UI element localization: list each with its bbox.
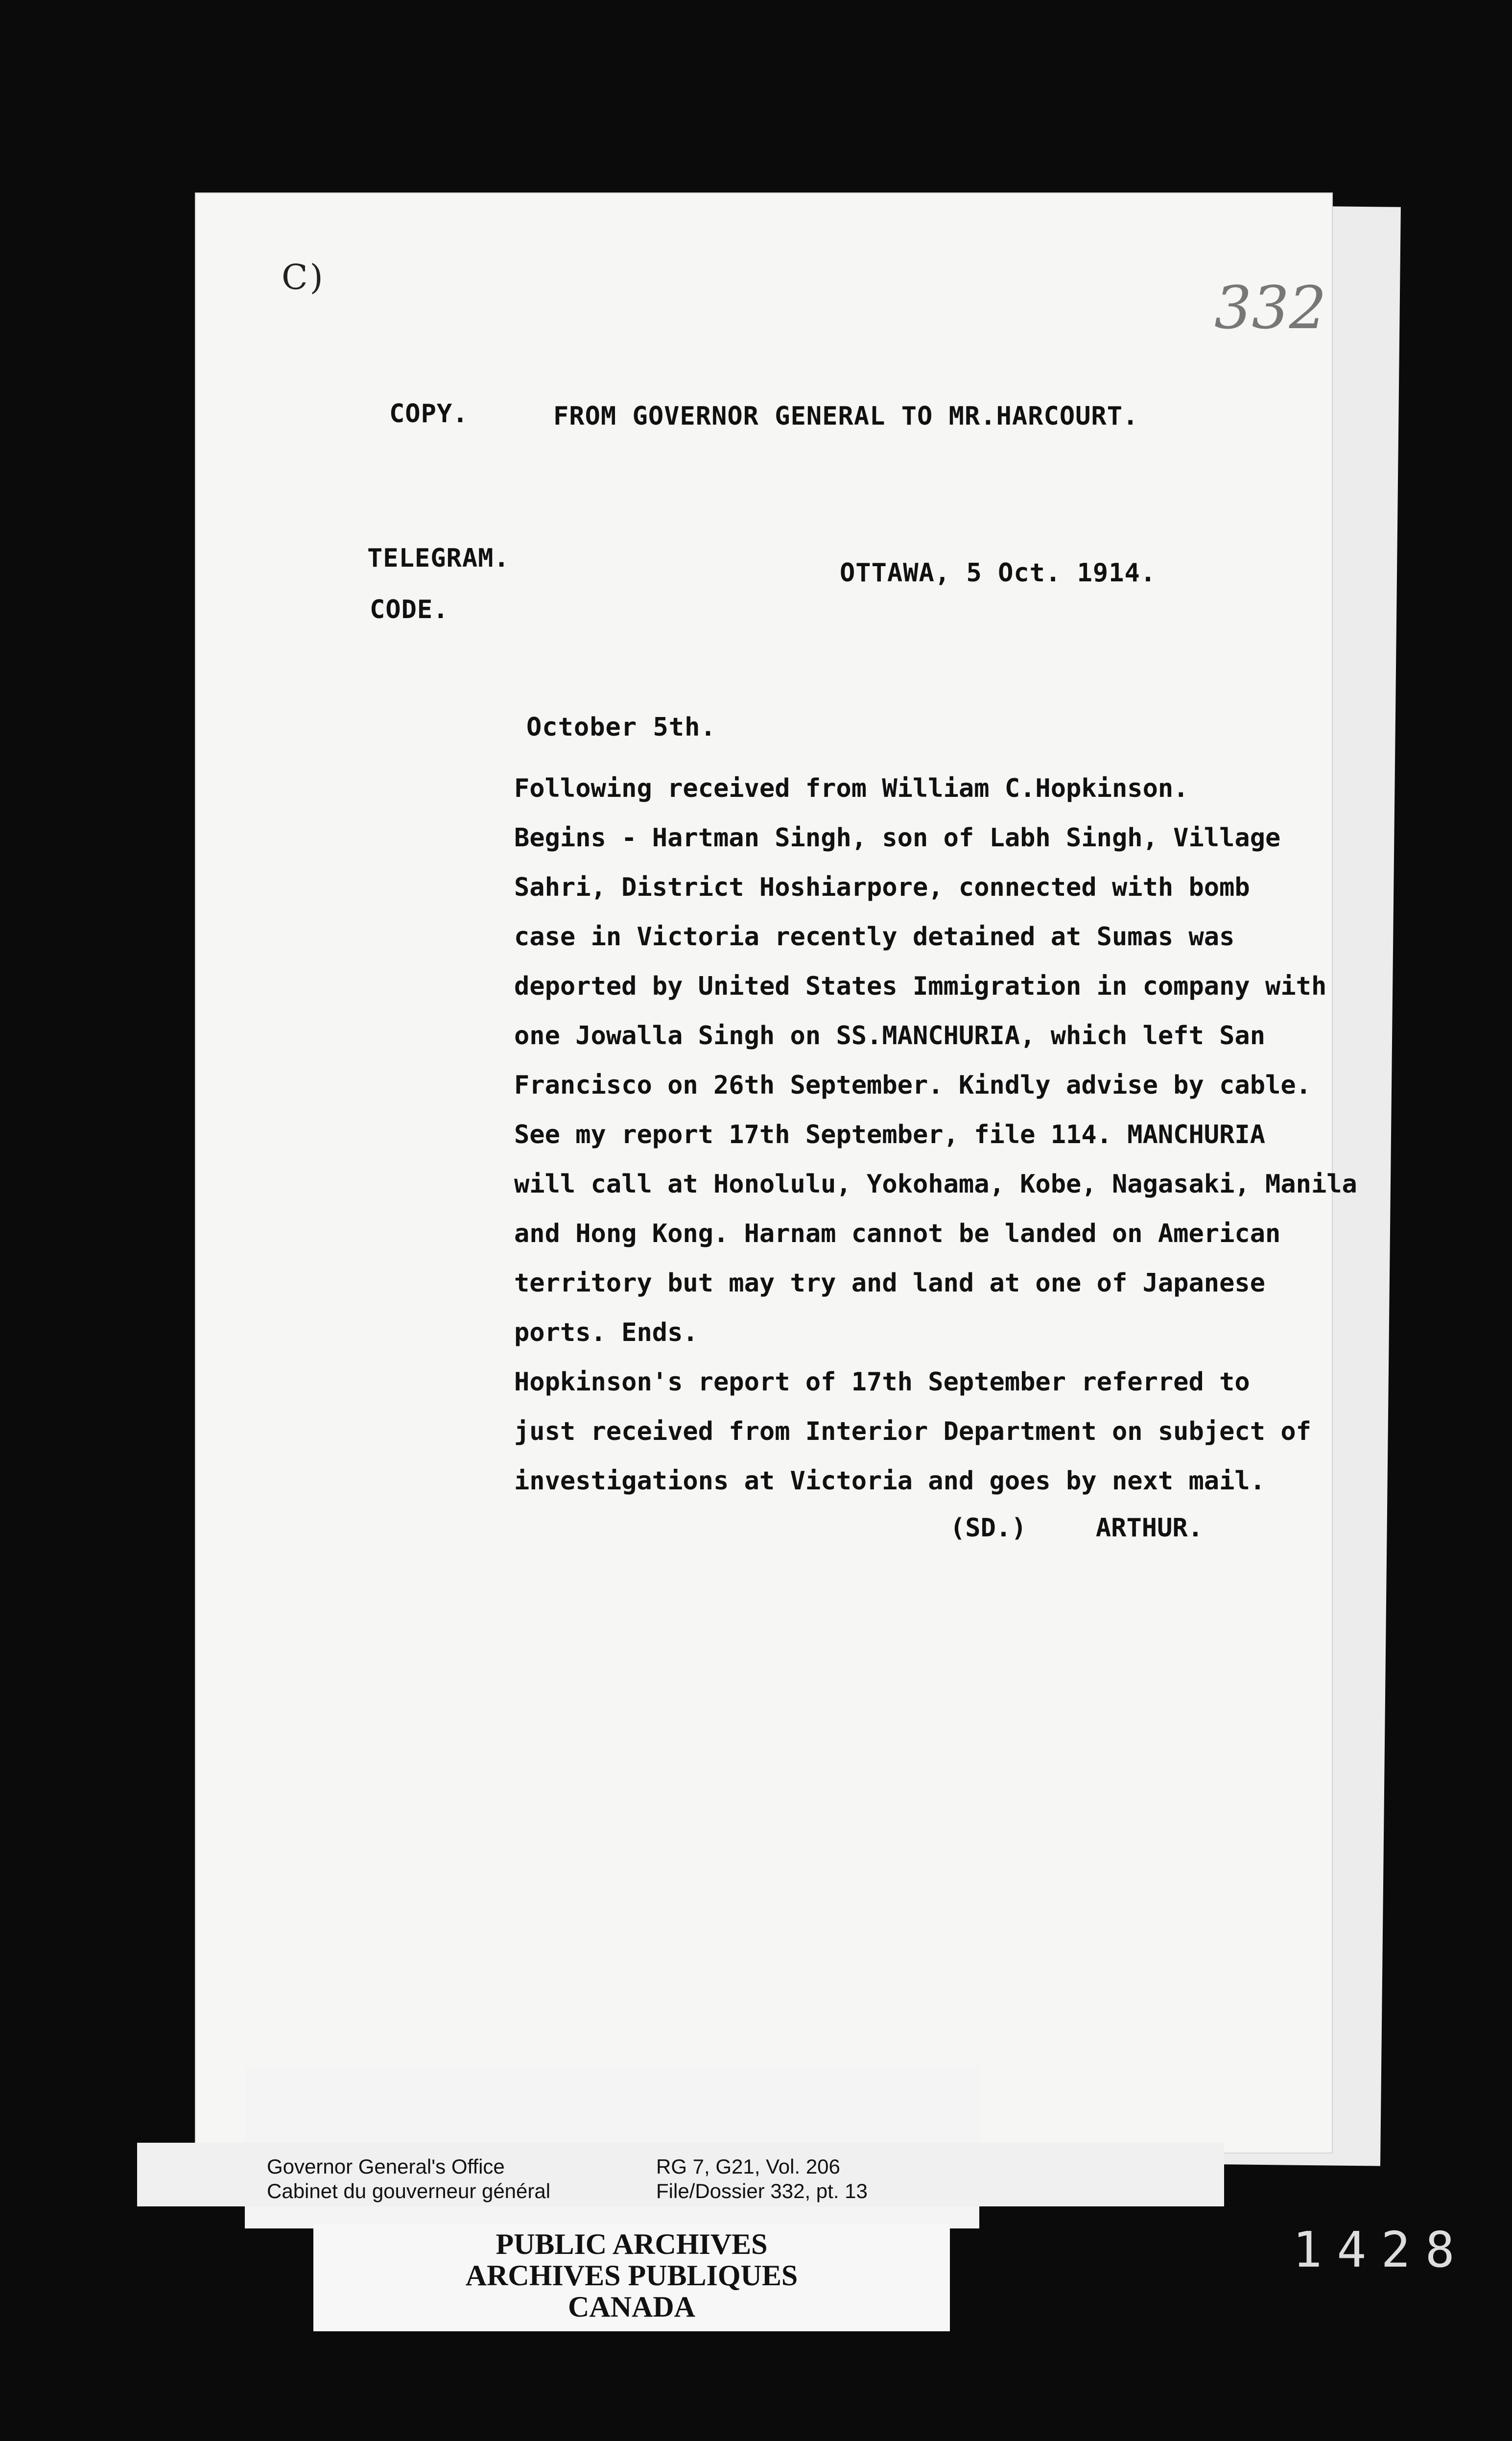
message-body xyxy=(514,764,1357,1506)
telegram-label: TELEGRAM. xyxy=(367,544,510,573)
copy-label: COPY. xyxy=(389,399,469,429)
signature-mark: (SD.) xyxy=(950,1513,1027,1543)
routing-line: FROM GOVERNOR GENERAL TO MR.HARCOURT. xyxy=(553,402,1139,431)
body-line: Sahri, District Hoshiarpore, connected with bomb xyxy=(514,873,1250,902)
body-line: deported by United States Immigration in company with xyxy=(514,972,1327,1001)
archive-name-line: CANADA xyxy=(568,2291,695,2323)
body-line: Following received from William C.Hopkinson. xyxy=(514,774,1189,803)
body-line: territory but may try and land at one of Japanese xyxy=(514,1268,1266,1298)
body-line: just received from Interior Department on subject of xyxy=(514,1417,1311,1446)
reference-volume: RG 7, G21, Vol. 206 xyxy=(656,2155,840,2178)
archive-name-line: PUBLIC ARCHIVES xyxy=(496,2228,768,2260)
body-line: Begins - Hartman Singh, son of Labh Singh, Village xyxy=(514,823,1281,853)
signature xyxy=(950,1513,1203,1543)
body-line: and Hong Kong. Harnam cannot be landed on American xyxy=(514,1219,1281,1248)
body-line: See my report 17th September, file 114. MANCHURIA xyxy=(514,1120,1266,1149)
archive-name-line: ARCHIVES PUBLIQUES xyxy=(465,2259,798,2292)
body-line: Francisco on 26th September. Kindly advise by cable. xyxy=(514,1071,1311,1100)
message-date: October 5th. xyxy=(526,713,716,742)
office-name-fr: Cabinet du gouverneur général xyxy=(267,2179,551,2202)
body-line: ports. Ends. xyxy=(514,1318,698,1347)
office-name-en: Governor General's Office xyxy=(267,2155,505,2178)
place-date: OTTAWA, 5 Oct. 1914. xyxy=(840,558,1157,588)
reference-file: File/Dossier 332, pt. 13 xyxy=(656,2179,868,2202)
body-line: one Jowalla Singh on SS.MANCHURIA, which left San xyxy=(514,1021,1266,1051)
archive-name xyxy=(313,2224,950,2331)
body-line: case in Victoria recently detained at Sumas was xyxy=(514,922,1235,952)
frame-number: 1428 xyxy=(1293,2221,1469,2278)
body-line: will call at Honolulu, Yokohama, Kobe, Nagasaki, Manila xyxy=(514,1170,1357,1199)
corner-mark: C) xyxy=(282,257,325,297)
body-line: Hopkinson's report of 17th September referred to xyxy=(514,1367,1250,1397)
folio-number: 332 xyxy=(1214,274,1327,342)
signature-name: ARTHUR. xyxy=(1095,1513,1204,1543)
code-label: CODE. xyxy=(370,595,449,624)
body-line: investigations at Victoria and goes by next mail. xyxy=(514,1466,1266,1496)
